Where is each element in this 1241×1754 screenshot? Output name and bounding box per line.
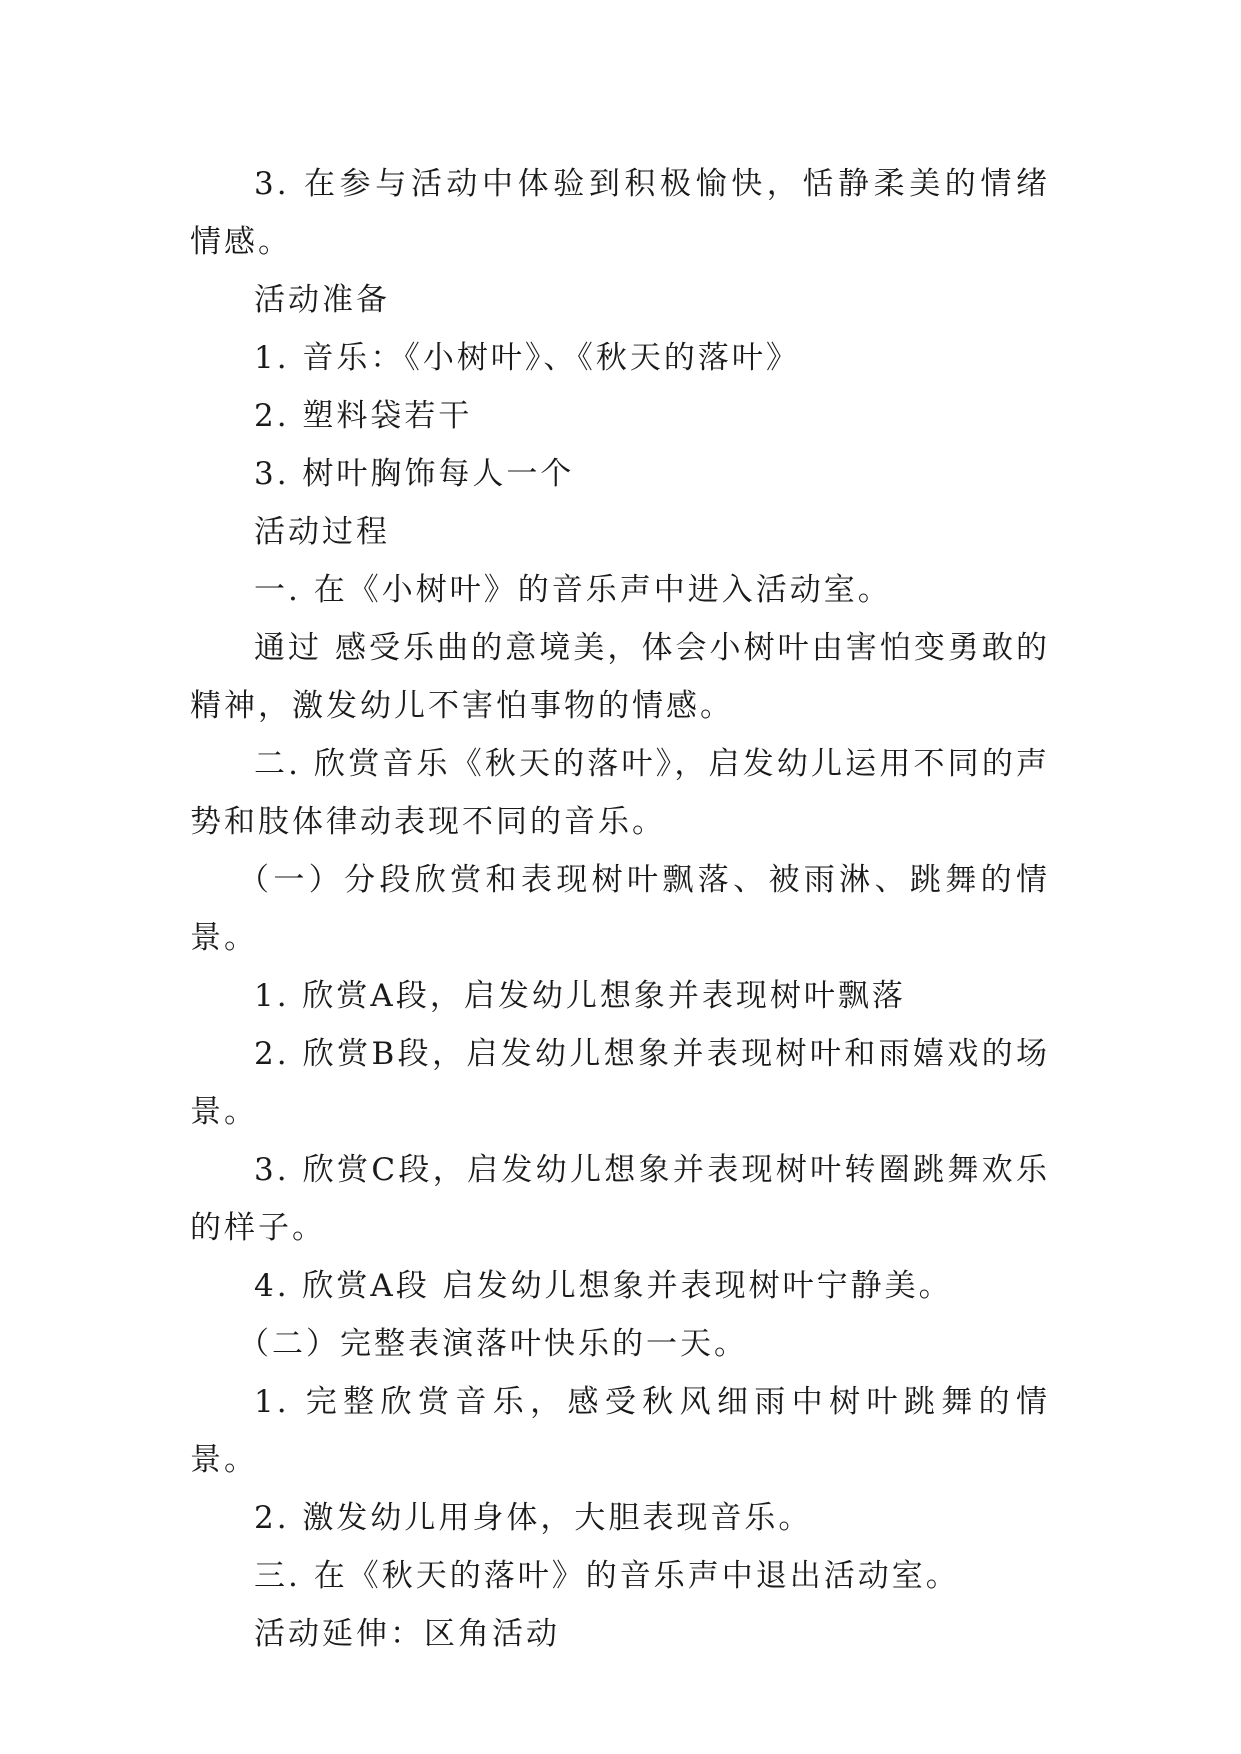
- process-substep-b: （二）完整表演落叶快乐的一天。: [238, 1326, 748, 1362]
- prep-item-3: 3. 树叶胸饰每人一个: [254, 456, 575, 492]
- substep-a-item-1: 1. 欣赏A段，启发幼儿想象并表现树叶飘落: [254, 978, 906, 1014]
- substep-b-item-1: 1. 完整欣赏音乐，感受秋风细雨中树叶跳舞的情景。: [190, 1384, 1050, 1478]
- prep-item-2: 2. 塑料袋若干: [254, 398, 473, 434]
- substep-a-item-2: 2. 欣赏B段，启发幼儿想象并表现树叶和雨嬉戏的场景。: [190, 1036, 1050, 1130]
- objective-3-paragraph: 3. 在参与活动中体验到积极愉快，恬静柔美的情绪情感。: [190, 166, 1050, 260]
- substep-a-item-4: 4. 欣赏A段 启发幼儿想象并表现树叶宁静美。: [254, 1268, 953, 1304]
- substep-b-item-2: 2. 激发幼儿用身体，大胆表现音乐。: [254, 1500, 813, 1536]
- process-step-3: 三. 在《秋天的落叶》的音乐声中退出活动室。: [254, 1558, 960, 1594]
- process-step-2: 二. 欣赏音乐《秋天的落叶》，启发幼儿运用不同的声势和肢体律动表现不同的音乐。: [190, 746, 1050, 840]
- document-body: [190, 155, 1050, 1663]
- process-substep-a: （一）分段欣赏和表现树叶飘落、被雨淋、跳舞的情景。: [190, 862, 1050, 956]
- substep-a-item-3: 3. 欣赏C段，启发幼儿想象并表现树叶转圈跳舞欢乐的样子。: [190, 1152, 1050, 1246]
- section-heading-extension: 活动延伸：区角活动: [254, 1616, 560, 1652]
- process-step-1-detail: 通过 感受乐曲的意境美，体会小树叶由害怕变勇敢的精神，激发幼儿不害怕事物的情感。: [190, 630, 1050, 724]
- process-step-1: 一. 在《小树叶》的音乐声中进入活动室。: [254, 572, 892, 608]
- section-heading-process: 活动过程: [254, 514, 390, 550]
- section-heading-preparation: 活动准备: [254, 282, 390, 318]
- prep-item-1: 1. 音乐：《小树叶》、《秋天的落叶》: [254, 340, 800, 376]
